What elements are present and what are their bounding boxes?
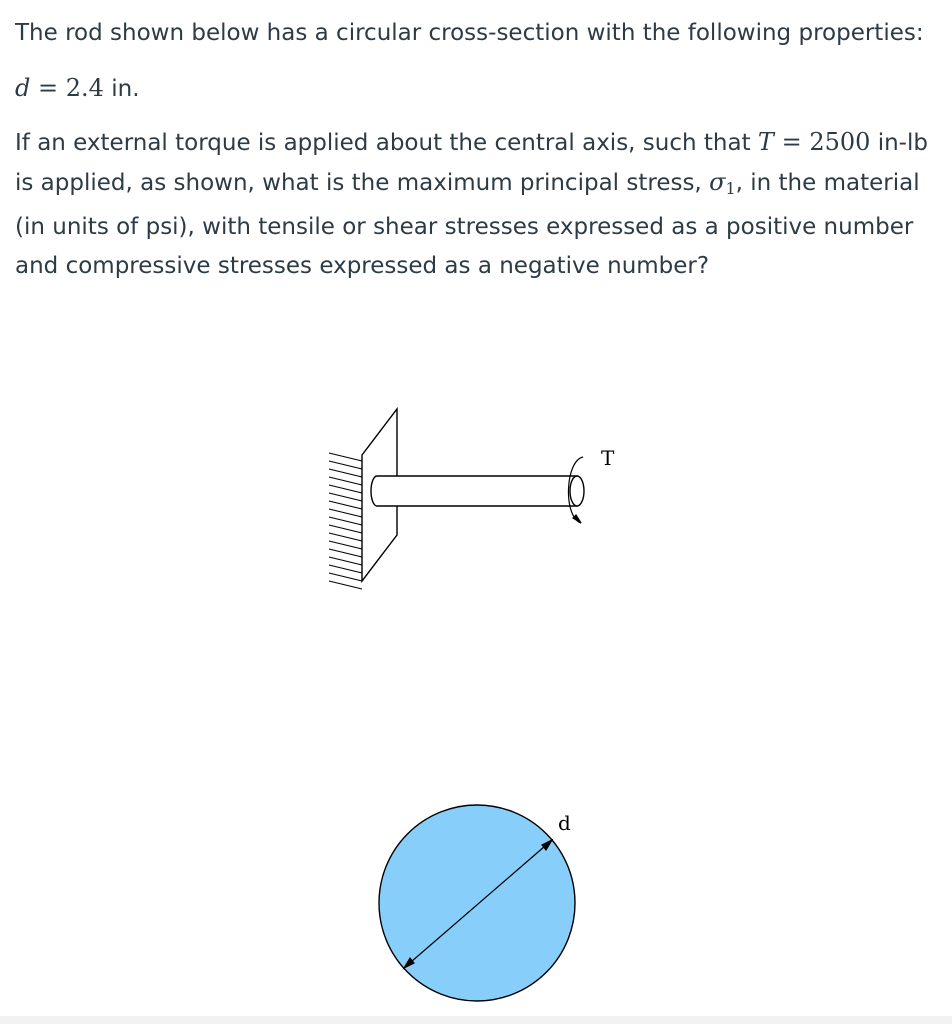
- torque-label: T: [601, 446, 615, 470]
- sigma-symbol: [709, 168, 736, 196]
- rod-cylinder: [371, 476, 584, 506]
- problem-text: [15, 14, 940, 286]
- torque-unit: in-lb: [870, 130, 928, 156]
- diameter-value: 2.4: [65, 74, 104, 102]
- rod-end-face: [570, 476, 584, 506]
- intro-paragraph: The rod shown below has a circular cross-section with the following properties:: [15, 20, 924, 46]
- bottom-strip: [0, 1016, 952, 1024]
- torque-arrowhead: [573, 515, 581, 523]
- sigma-subscript: 1: [725, 179, 736, 198]
- question-part2: is applied, as shown, what is the maximum principal stress,: [15, 170, 710, 196]
- cross-section-circle: [379, 805, 575, 1001]
- question-part1: If an external torque is applied about the central axis, such that: [15, 130, 758, 156]
- wall-hatching: [329, 453, 362, 589]
- given-equals: =: [30, 74, 66, 102]
- given-equation: [15, 74, 104, 102]
- torque-equals: =: [773, 128, 810, 156]
- rod-body: [371, 476, 577, 506]
- rod-figure: [325, 405, 635, 595]
- cross-section-figure: [374, 800, 584, 1005]
- question-paragraph: [15, 123, 940, 286]
- diameter-unit: in.: [103, 76, 140, 102]
- sigma-letter: σ: [709, 168, 726, 196]
- given-paragraph: [15, 69, 940, 109]
- diameter-label: d: [558, 811, 571, 835]
- torque-variable: T: [757, 128, 774, 156]
- diameter-variable: d: [15, 74, 31, 102]
- torque-value: 2500: [809, 128, 871, 156]
- question-part3: , in the material (in units of psi), with tensile or shear stresses expressed as a positive number and compressive stresses expressed as a negative number?: [15, 170, 920, 279]
- torque-equation: [758, 128, 870, 156]
